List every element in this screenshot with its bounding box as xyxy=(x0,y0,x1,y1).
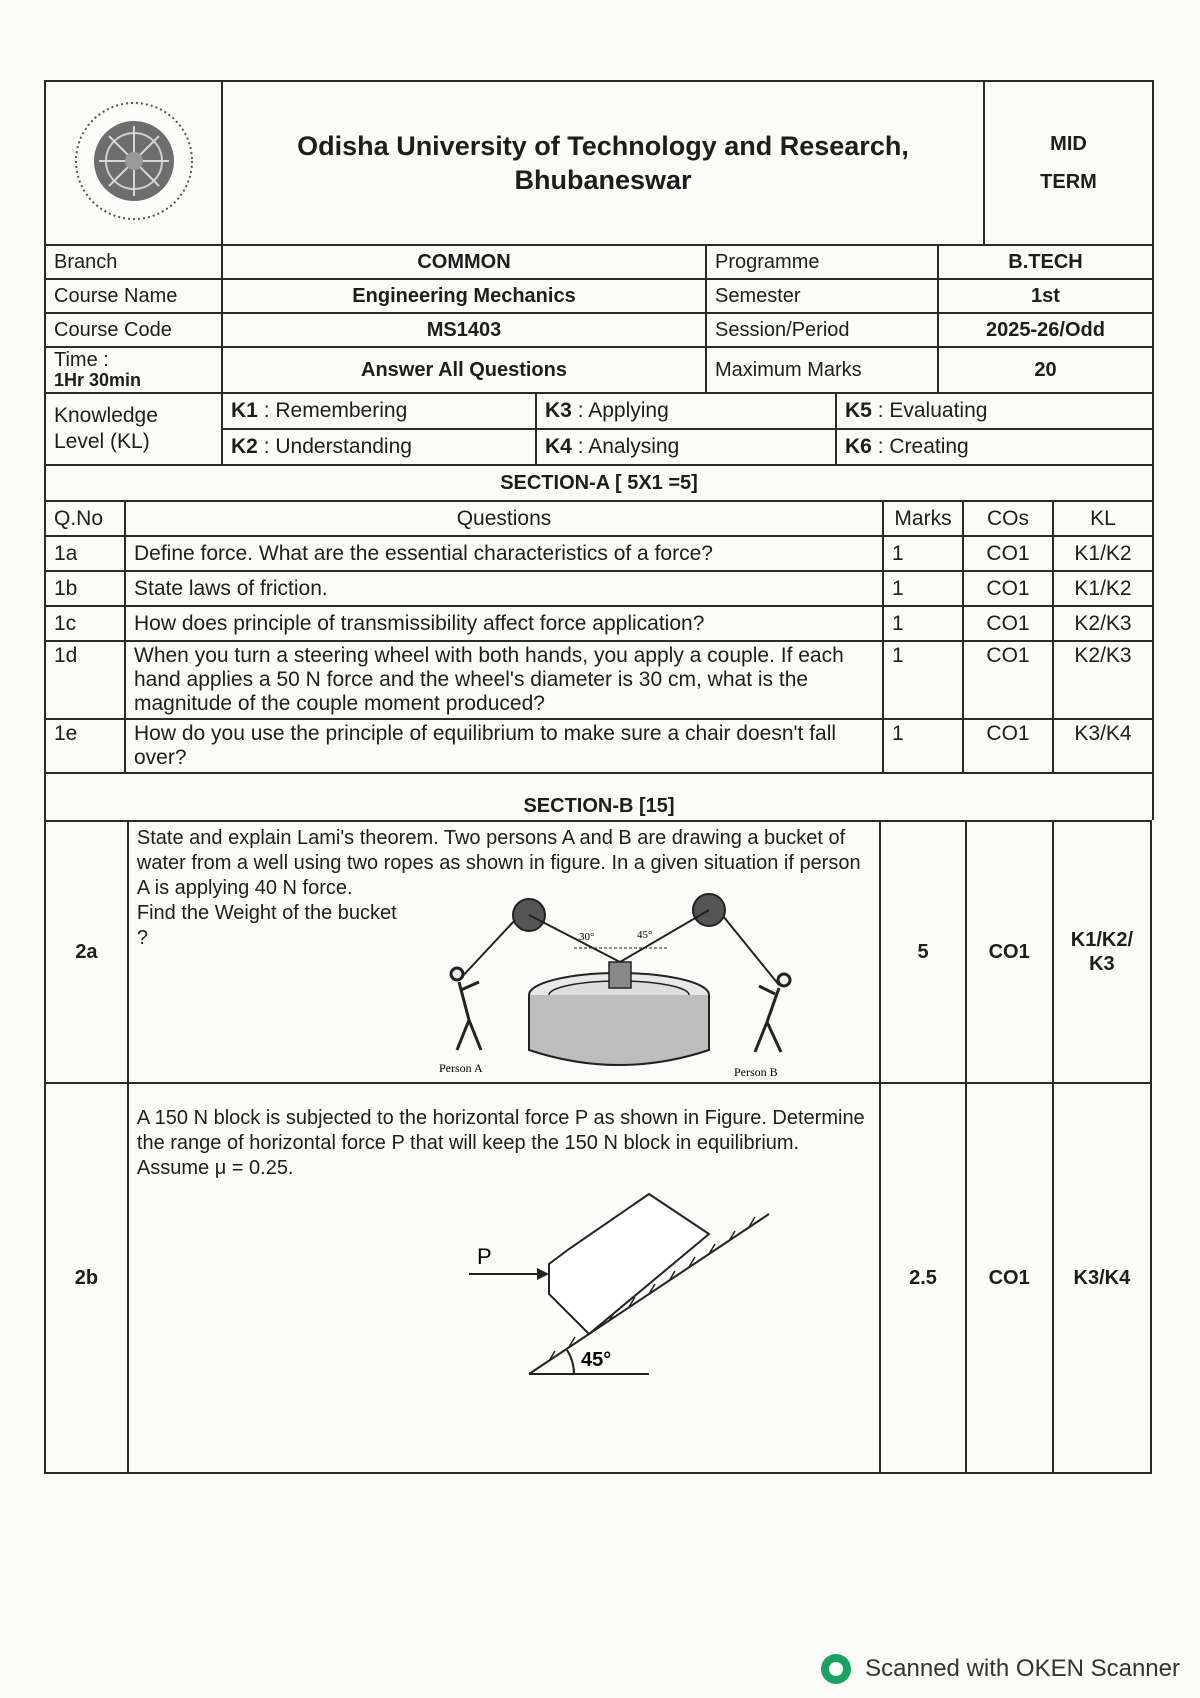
question-kl xyxy=(1053,821,1151,1083)
question-text: State laws of friction. xyxy=(125,571,883,606)
angle-b-label: 45° xyxy=(636,929,653,941)
branch-label: Branch xyxy=(45,245,222,279)
person-b-icon xyxy=(755,974,790,1052)
question-text: How does principle of transmissibility affect force application? xyxy=(125,606,883,641)
question-kl: K1/K2 xyxy=(1053,571,1153,606)
question-row xyxy=(45,1083,1151,1473)
max-marks-label: Maximum Marks xyxy=(706,347,938,393)
incline-figure xyxy=(469,1174,829,1404)
question-2a xyxy=(128,821,881,1083)
question-kl: K2/K3 xyxy=(1053,641,1153,719)
programme-label: Programme xyxy=(706,245,938,279)
seal-icon xyxy=(59,96,209,226)
col-qno: Q.No xyxy=(45,501,125,536)
question-number: 1b xyxy=(45,571,125,606)
knowledge-label-line1: Knowledge xyxy=(54,404,158,427)
scanner-text: Scanned with OKEN Scanner xyxy=(865,1655,1180,1682)
scanner-watermark xyxy=(819,1652,1180,1686)
question-row xyxy=(45,719,1153,773)
person-a-label: Person A xyxy=(438,1061,483,1075)
section-b-heading: SECTION-B [15] xyxy=(45,773,1153,820)
question-kl: K3/K4 xyxy=(1053,1083,1151,1473)
knowledge-level-table xyxy=(44,392,1154,466)
session-value: 2025-26/Odd xyxy=(938,313,1153,347)
question-text: Define force. What are the essential characteristics of a force? xyxy=(125,536,883,571)
question-number: 1e xyxy=(45,719,125,773)
question-kl: K3/K4 xyxy=(1053,719,1153,773)
well-figure xyxy=(429,890,829,1080)
question-co: CO1 xyxy=(966,821,1053,1083)
col-kl: KL xyxy=(1053,501,1153,536)
question-marks: 2.5 xyxy=(880,1083,965,1473)
section-a-table xyxy=(44,464,1154,820)
question-co: CO1 xyxy=(963,606,1053,641)
question-row xyxy=(45,606,1153,641)
question-marks: 1 xyxy=(883,606,963,641)
question-2b xyxy=(128,1083,881,1473)
time-value: 1Hr 30min xyxy=(54,370,142,390)
header-table xyxy=(44,80,1154,246)
branch-value: COMMON xyxy=(222,245,706,279)
question-number: 1d xyxy=(45,641,125,719)
question-number: 2b xyxy=(45,1083,128,1473)
question-text-2: Find the Weight of the bucket xyxy=(136,902,397,924)
kl-k2: K2 : Understanding xyxy=(222,429,536,465)
course-info-table xyxy=(44,244,1154,394)
incline-angle-label: 45° xyxy=(580,1349,612,1371)
question-number: 1a xyxy=(45,536,125,571)
kl-line1: K1/K2/ xyxy=(1070,929,1134,951)
question-row xyxy=(45,536,1153,571)
question-text: How do you use the principle of equilibrium to make sure a chair doesn't fall over? xyxy=(125,719,883,773)
course-code-label: Course Code xyxy=(45,313,222,347)
course-name-label: Course Name xyxy=(45,279,222,313)
question-text: State and explain Lami's theorem. Two persons A and B are drawing a bucket of water from a well using two ropes as shown in figure. In a given situation if person A is applying 40 N force. xyxy=(136,827,861,899)
course-code-value: MS1403 xyxy=(222,313,706,347)
question-marks: 1 xyxy=(883,536,963,571)
time-label: Time : xyxy=(54,349,109,371)
col-questions: Questions xyxy=(125,501,883,536)
person-a-icon xyxy=(451,968,481,1050)
exam-type-line1: MID xyxy=(1050,133,1087,155)
question-row xyxy=(45,821,1151,1083)
semester-value: 1st xyxy=(938,279,1153,313)
kl-k5: K5 : Evaluating xyxy=(836,393,1153,429)
session-label: Session/Period xyxy=(706,313,938,347)
col-marks: Marks xyxy=(883,501,963,536)
question-kl: K2/K3 xyxy=(1053,606,1153,641)
question-row xyxy=(45,641,1153,719)
kl-k4: K4 : Analysing xyxy=(536,429,836,465)
course-name-value: Engineering Mechanics xyxy=(222,279,706,313)
university-seal xyxy=(45,81,222,245)
question-kl: K1/K2 xyxy=(1053,536,1153,571)
exam-type-line2: TERM xyxy=(1040,171,1097,193)
question-marks: 1 xyxy=(883,641,963,719)
col-cos: COs xyxy=(963,501,1053,536)
question-marks: 5 xyxy=(880,821,965,1083)
question-number: 1c xyxy=(45,606,125,641)
max-marks-value: 20 xyxy=(938,347,1153,393)
scanner-logo-icon xyxy=(819,1652,853,1686)
kl-k6: K6 : Creating xyxy=(836,429,1153,465)
section-a-heading: SECTION-A [ 5X1 =5] xyxy=(45,465,1153,501)
person-b-label: Person B xyxy=(733,1065,778,1079)
question-co: CO1 xyxy=(963,719,1053,773)
section-b-table xyxy=(44,820,1152,1474)
question-marks: 1 xyxy=(883,719,963,773)
semester-label: Semester xyxy=(706,279,938,313)
exam-sheet xyxy=(44,80,1152,1474)
question-row xyxy=(45,571,1153,606)
question-text-3: ? xyxy=(136,927,149,949)
university-name-line1: Odisha University of Technology and Research, xyxy=(297,131,909,161)
question-number: 2a xyxy=(45,821,128,1083)
question-text: A 150 N block is subjected to the horizontal force P as shown in Figure. Determine the range of horizontal force P that will keep the 150 N block in equilibrium. Assume μ = 0.25. xyxy=(136,1107,865,1179)
question-text: When you turn a steering wheel with both hands, you apply a couple. If each hand applies a 50 N force and the wheel's diameter is 30 cm, what is the magnitude of the couple moment produced? xyxy=(125,641,883,719)
instruction: Answer All Questions xyxy=(222,347,706,393)
kl-k1: K1 : Remembering xyxy=(222,393,536,429)
question-co: CO1 xyxy=(966,1083,1053,1473)
kl-line2: K3 xyxy=(1089,953,1115,975)
programme-value: B.TECH xyxy=(938,245,1153,279)
university-name-line2: Bhubaneswar xyxy=(514,165,692,195)
question-co: CO1 xyxy=(963,641,1053,719)
kl-k3: K3 : Applying xyxy=(536,393,836,429)
angle-a-label: 30° xyxy=(578,931,595,943)
question-co: CO1 xyxy=(963,536,1053,571)
knowledge-label-line2: Level (KL) xyxy=(54,430,150,453)
force-p-label: P xyxy=(476,1244,492,1269)
question-co: CO1 xyxy=(963,571,1053,606)
question-marks: 1 xyxy=(883,571,963,606)
